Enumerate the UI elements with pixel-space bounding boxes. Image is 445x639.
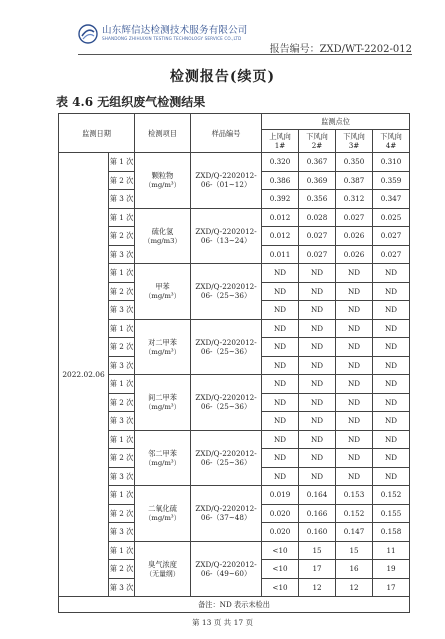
cell-value: ND (373, 356, 410, 375)
cell-value: ND (336, 319, 373, 338)
header-divider (78, 54, 412, 55)
cell-value: 0.312 (336, 190, 373, 209)
cell-value: ND (373, 375, 410, 394)
company-logo-icon (78, 24, 98, 44)
cell-value: <10 (262, 541, 299, 560)
cell-value: ND (262, 449, 299, 468)
table-note: 备注：ND 表示未检出 (59, 597, 410, 613)
sample-id-b: 06-（01~12） (200, 180, 252, 190)
sample-id-b: 06-（13~24） (200, 235, 252, 245)
cell-value: 11 (373, 541, 410, 560)
cell-value: 0.025 (373, 208, 410, 227)
cell-sample (191, 430, 262, 486)
cell-value: 0.320 (262, 153, 299, 172)
cell-value: 0.310 (373, 153, 410, 172)
col-header-points: 监测点位 (262, 114, 410, 130)
cell-value: ND (373, 338, 410, 357)
cell-value: ND (336, 338, 373, 357)
cell-value: 0.386 (262, 171, 299, 190)
item-name: 二氧化硫 (148, 504, 177, 513)
cell-sample (191, 319, 262, 375)
header-row (59, 114, 410, 130)
item-unit: （无量纲） (145, 569, 180, 578)
cell-time: 第 1 次 (109, 486, 135, 505)
item-name: 对二甲苯 (148, 337, 177, 347)
cell-sample (191, 153, 262, 209)
cell-value: 15 (299, 541, 336, 560)
cell-time: 第 3 次 (109, 190, 135, 209)
cell-time: 第 3 次 (109, 523, 135, 542)
cell-time: 第 2 次 (109, 171, 135, 190)
cell-value: ND (336, 393, 373, 412)
cell-time: 第 3 次 (109, 245, 135, 264)
item-unit: （mg/m3） (143, 236, 182, 245)
sample-id-a: ZXD/Q-2202012- (195, 448, 257, 458)
cell-value: ND (299, 393, 336, 412)
sample-id-b: 06-（25~36） (200, 402, 252, 412)
cell-value: ND (299, 356, 336, 375)
cell-value: ND (299, 319, 336, 338)
cell-value: ND (336, 264, 373, 283)
table-row (59, 541, 410, 560)
cell-value: ND (262, 467, 299, 486)
point-header (299, 130, 336, 153)
sample-id-b: 06-（37~48） (200, 513, 252, 523)
sample-id-a: ZXD/Q-2202012- (195, 337, 257, 347)
cell-value: 0.027 (373, 245, 410, 264)
results-table (58, 113, 410, 613)
cell-time: 第 2 次 (109, 282, 135, 301)
cell-value: ND (262, 375, 299, 394)
item-unit: （mg/m³） (144, 347, 181, 356)
item-name: 颗粒物 (151, 171, 174, 180)
cell-value: ND (373, 467, 410, 486)
sample-id-b: 06-（25~36） (200, 457, 252, 467)
sample-id-b: 06-（49~60） (200, 568, 252, 578)
cell-value: ND (336, 412, 373, 431)
cell-value: 0.012 (262, 208, 299, 227)
sample-id-a: ZXD/Q-2202012- (195, 393, 257, 403)
item-unit: （mg/m³） (144, 514, 181, 522)
cell-item (135, 153, 191, 209)
company-name-en: SHANDONG ZHIHUIXIN TESTING TECHNOLOGY SERVICE CO.,LTD (102, 36, 242, 41)
cell-value: 0.012 (262, 227, 299, 246)
item-unit: （mg/m³） (144, 181, 181, 189)
cell-value: ND (336, 356, 373, 375)
item-name: 甲苯 (155, 282, 170, 291)
item-name: 间二甲苯 (148, 393, 177, 402)
cell-time: 第 2 次 (109, 449, 135, 468)
point-name: 下风向 (306, 132, 328, 141)
cell-time: 第 1 次 (109, 153, 135, 172)
cell-value: ND (299, 449, 336, 468)
cell-value: 0.356 (299, 190, 336, 209)
cell-value: 0.153 (336, 486, 373, 505)
cell-value: ND (299, 430, 336, 449)
cell-value: 0.166 (299, 504, 336, 523)
cell-value: ND (262, 430, 299, 449)
cell-item (135, 430, 191, 486)
table-row (59, 153, 410, 172)
table-row (59, 319, 410, 338)
cell-value: ND (262, 393, 299, 412)
cell-value: 0.020 (262, 504, 299, 523)
cell-value: 0.027 (299, 227, 336, 246)
cell-value: ND (373, 319, 410, 338)
cell-value: 0.027 (336, 208, 373, 227)
cell-time: 第 1 次 (109, 264, 135, 283)
cell-item (135, 375, 191, 431)
table-row (59, 264, 410, 283)
cell-value: 0.147 (336, 523, 373, 542)
table-caption: 表 4.6 无组织废气检测结果 (56, 95, 206, 109)
cell-value: 0.026 (336, 227, 373, 246)
point-name: 上风向 (269, 132, 291, 141)
cell-value: ND (299, 282, 336, 301)
cell-item (135, 208, 191, 264)
cell-value: ND (262, 412, 299, 431)
cell-time: 第 2 次 (109, 560, 135, 579)
cell-time: 第 2 次 (109, 338, 135, 357)
cell-value: 0.155 (373, 504, 410, 523)
cell-value: ND (299, 467, 336, 486)
cell-time: 第 3 次 (109, 301, 135, 320)
item-name: 邻二甲苯 (148, 448, 177, 458)
cell-time: 第 2 次 (109, 227, 135, 246)
table-row (59, 486, 410, 505)
cell-value: 0.152 (373, 486, 410, 505)
cell-value: <10 (262, 560, 299, 579)
cell-value: 0.011 (262, 245, 299, 264)
point-header (373, 130, 410, 153)
cell-value: ND (373, 282, 410, 301)
cell-value: 0.020 (262, 523, 299, 542)
cell-time: 第 1 次 (109, 375, 135, 394)
cell-value: ND (336, 430, 373, 449)
cell-value: 0.027 (373, 227, 410, 246)
col-header-sample: 样品编号 (191, 114, 262, 153)
cell-value: ND (373, 301, 410, 320)
cell-value: 15 (336, 541, 373, 560)
cell-time: 第 3 次 (109, 412, 135, 431)
sample-id-a: ZXD/Q-2202012- (195, 504, 257, 514)
cell-time: 第 3 次 (109, 578, 135, 597)
cell-value: ND (299, 375, 336, 394)
cell-value: ND (262, 282, 299, 301)
point-id: 2# (311, 141, 323, 150)
cell-value: 0.359 (373, 171, 410, 190)
cell-value: 0.019 (262, 486, 299, 505)
table-row (59, 375, 410, 394)
col-header-item: 检测项目 (135, 114, 191, 153)
cell-value: 0.158 (373, 523, 410, 542)
cell-value: ND (262, 338, 299, 357)
point-id: 1# (274, 141, 286, 150)
sample-id-b: 06-（25~36） (200, 291, 252, 301)
cell-value: ND (373, 412, 410, 431)
page-title: 检测报告(续页) (169, 69, 276, 85)
cell-time: 第 2 次 (109, 393, 135, 412)
cell-time: 第 1 次 (109, 208, 135, 227)
item-name: 臭气浓度 (148, 559, 177, 569)
note-row (59, 597, 410, 613)
cell-value: ND (373, 393, 410, 412)
cell-value: 0.152 (336, 504, 373, 523)
cell-value: 0.160 (299, 523, 336, 542)
cell-value: 17 (299, 560, 336, 579)
sample-id-a: ZXD/Q-2202012- (195, 559, 257, 569)
point-header (336, 130, 373, 153)
cell-sample (191, 208, 262, 264)
cell-value: ND (336, 301, 373, 320)
cell-value: 17 (373, 578, 410, 597)
cell-value: 0.350 (336, 153, 373, 172)
point-id: 3# (348, 141, 360, 150)
cell-item (135, 486, 191, 542)
page-footer: 第 13 页 共 17 页 (191, 618, 253, 627)
cell-value: ND (373, 264, 410, 283)
cell-sample (191, 375, 262, 431)
cell-time: 第 2 次 (109, 504, 135, 523)
cell-value: 0.164 (299, 486, 336, 505)
sample-id-a: ZXD/Q-2202012- (195, 226, 257, 236)
item-unit: （mg/m³） (144, 458, 181, 467)
point-id: 4# (385, 141, 397, 150)
report-number: 报告编号：ZXD/WT-2202-012 (269, 44, 412, 55)
cell-item (135, 319, 191, 375)
cell-value: ND (336, 467, 373, 486)
col-header-date: 监测日期 (59, 114, 135, 153)
table-row (59, 430, 410, 449)
sample-id-a: ZXD/Q-2202012- (195, 282, 257, 292)
item-unit: （mg/m³） (144, 403, 181, 411)
cell-value: ND (336, 282, 373, 301)
cell-value: ND (262, 301, 299, 320)
cell-time: 第 1 次 (109, 319, 135, 338)
cell-value: ND (336, 449, 373, 468)
cell-value: 0.387 (336, 171, 373, 190)
point-name: 下风向 (380, 132, 402, 141)
cell-item (135, 541, 191, 597)
cell-value: ND (262, 264, 299, 283)
company-logo (78, 22, 278, 50)
cell-value: ND (373, 449, 410, 468)
cell-time: 第 3 次 (109, 356, 135, 375)
cell-value: 12 (336, 578, 373, 597)
cell-value: 0.347 (373, 190, 410, 209)
cell-time: 第 3 次 (109, 467, 135, 486)
cell-value: 0.369 (299, 171, 336, 190)
item-unit: （mg/m³） (144, 292, 181, 300)
cell-value: ND (373, 430, 410, 449)
point-header (262, 130, 299, 153)
cell-sample (191, 264, 262, 320)
cell-value: ND (262, 319, 299, 338)
cell-value: <10 (262, 578, 299, 597)
cell-value: 0.392 (262, 190, 299, 209)
cell-sample (191, 486, 262, 542)
cell-time: 第 1 次 (109, 430, 135, 449)
cell-value: ND (299, 412, 336, 431)
company-name-cn: 山东辉信达检测技术服务有限公司 (102, 25, 248, 36)
cell-value: 0.027 (299, 245, 336, 264)
item-name: 硫化氢 (151, 226, 174, 236)
cell-value: ND (299, 301, 336, 320)
table-row (59, 208, 410, 227)
cell-value: 0.367 (299, 153, 336, 172)
sample-id-b: 06-（25~36） (200, 346, 252, 356)
cell-date: 2022.02.06 (59, 153, 109, 597)
cell-time: 第 1 次 (109, 541, 135, 560)
cell-value: ND (336, 375, 373, 394)
cell-value: 0.026 (336, 245, 373, 264)
sample-id-a: ZXD/Q-2202012- (195, 171, 257, 181)
cell-value: 12 (299, 578, 336, 597)
cell-value: ND (299, 264, 336, 283)
point-name: 下风向 (343, 132, 365, 141)
cell-value: 0.028 (299, 208, 336, 227)
cell-item (135, 264, 191, 320)
cell-value: ND (299, 338, 336, 357)
cell-value: 19 (373, 560, 410, 579)
cell-value: 16 (336, 560, 373, 579)
cell-sample (191, 541, 262, 597)
cell-value: ND (262, 356, 299, 375)
